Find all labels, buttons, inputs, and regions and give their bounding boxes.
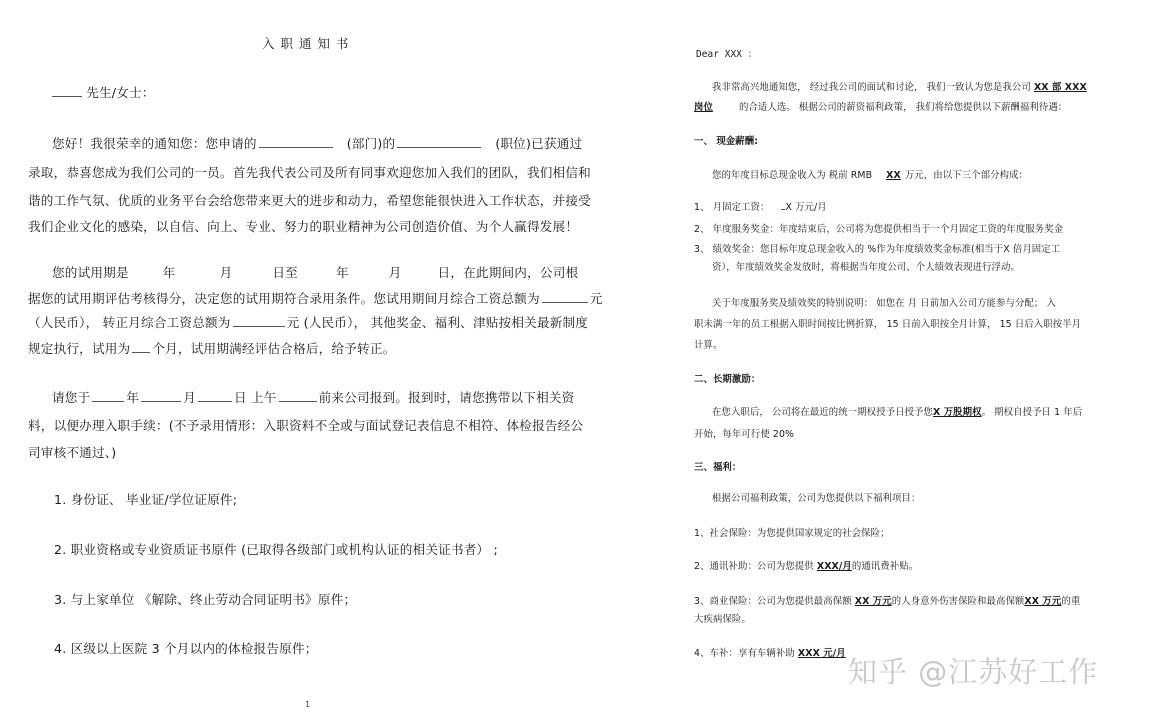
p1-line2: 录取，恭喜您成为我们公司的一员。首先我代表公司及所有同事欢迎您加入我们的团队，我们相信和	[28, 165, 591, 180]
report-time-blank	[279, 390, 317, 402]
p2-line4: 规定执行，试用为 个月，试用期满经评估合格后，给予转正。	[28, 341, 396, 356]
probation-months-blank	[132, 341, 150, 353]
document-title: 入 职 通 知 书	[262, 36, 350, 51]
benefit-commercial-insurance-cont: 大疾病保险。	[694, 614, 751, 625]
name-blank	[52, 85, 82, 97]
p1-line1: 您好！我很荣幸的通知您：您申请的 (部门)的 (职位)已获通过	[52, 136, 583, 151]
cash-item-performance-cont: 资），年度绩效奖金发放时，将根据当年度公司、个人绩效表现进行浮动。	[712, 262, 1020, 273]
intro-line1: 我非常高兴地通知您， 经过我公司的面试和讨论， 我们一致认为您是我公司 XX 部 XXX	[712, 82, 1087, 93]
benefits-intro: 根据公司福利政策，公司为您提供以下福利项目：	[712, 493, 921, 504]
list-item: 2. 职业资格或专业资质证书原件 (已取得各级部门或机构认证的相关证书者） ;	[54, 542, 498, 557]
incentive-line2: 开始，每年可行使 20%	[694, 429, 795, 440]
benefit-commercial-insurance: 3、商业保险：公司为您提供最高保额 XX 万元的人身意外伤害保险和最高保额XX 万元的重	[694, 596, 1081, 607]
position-blank	[397, 136, 481, 148]
watermark: 知乎 @江苏好工作	[848, 655, 1099, 689]
section-heading-benefits: 三、福利：	[694, 462, 742, 473]
dear-line: Dear XXX ：	[696, 49, 758, 60]
list-item: 3. 与上家单位 《解除、终止劳动合同证明书》原件；	[54, 592, 357, 607]
list-item: 4. 区级以上医院 3 个月以内的体检报告原件；	[54, 641, 318, 656]
note-line3: 计算。	[694, 340, 723, 351]
cash-item-fixed: 1、 月固定工资： X 万元/月	[694, 202, 827, 213]
regular-salary-blank	[233, 315, 285, 327]
benefit-social-insurance: 1、社会保险：为您提供国家规定的社会保险；	[694, 528, 890, 539]
report-month-blank	[141, 390, 181, 402]
p1-line4: 我们企业文化的感染，以自信、向上、专业、努力的职业精神为公司创造价值、为个人赢得发展！	[28, 219, 579, 234]
p1-line3: 谐的工作气氛、优质的业务平台会给您带来更大的进步和动力，希望您能很快进入工作状态，并接受	[28, 193, 591, 208]
note-line1: 关于年度服务奖及绩效奖的特别说明： 如您在 月 日前加入公司方能参与分配； 入	[712, 298, 1056, 309]
probation-salary-blank	[542, 291, 588, 303]
section-heading-incentive: 二、长期激励：	[694, 374, 761, 385]
salutation	[52, 82, 155, 101]
p2-line3: （人民币）， 转正月综合工资总额为 元 (人民币）， 其他奖金、福利、津贴按相关最新制度	[28, 315, 589, 330]
note-line2: 职未满一年的员工根据入职时间按比例折算， 15 日前入职按全月计算， 15 日后入职按半月	[694, 319, 1082, 330]
report-day-blank	[198, 390, 232, 402]
cash-item-performance: 3、 绩效奖金：您目标年度总现金收入的 %作为年度绩效奖金标准(相当于X 倍月固定工	[694, 244, 1061, 255]
salutation-text: 先生/女士：	[86, 85, 155, 100]
right-page	[620, 0, 1157, 714]
p2-line1: 您的试用期是 年 月 日至 年 月 日，在此期间内，公司根	[52, 265, 579, 280]
benefit-communication: 2、通讯补助：公司为您提供 XXX/月的通讯费补贴。	[694, 561, 919, 572]
list-item: 1. 身份证、 毕业证/学位证原件;	[54, 492, 238, 507]
department-blank	[259, 136, 333, 148]
report-year-blank	[92, 390, 124, 402]
p3-line1: 请您于 年 月 日 上午 前来公司报到。报到时，请您携带以下相关资	[52, 390, 575, 405]
intro-line2: 岗位 的合适人选。 根据公司的薪资福利政策， 我们将给您提供以下薪酬福利待遇：	[694, 102, 1068, 113]
cash-item-service: 2、 年度服务奖金：年度结束后，公司将为您提供相当于一个月固定工资的年度服务奖金	[694, 224, 1064, 235]
benefit-car: 4、车补：享有车辆补助 XXX 元/月	[694, 648, 846, 659]
p3-line3: 司审核不通过、)	[28, 445, 117, 460]
incentive-line1: 在您入职后， 公司将在最近的统一期权授予日授予您X 万股期权。 期权自授予日 1 年后	[712, 407, 1083, 418]
section-heading-cash: 一、 现金薪酬:	[694, 136, 759, 147]
p2-line2: 据您的试用期评估考核得分，决定您的试用期符合录用条件。您试用期间月综合工资总额为 元	[28, 291, 603, 306]
page-number: 1	[305, 700, 311, 709]
cash-total-line: 您的年度目标总现金收入为 税前 RMB XX 万元，由以下三个部分构成：	[712, 170, 1028, 181]
p3-line2: 料，以便办理入职手续：(不予录用情形：入职资料不全或与面试登记表信息不相符、体检报告经公	[28, 418, 584, 433]
